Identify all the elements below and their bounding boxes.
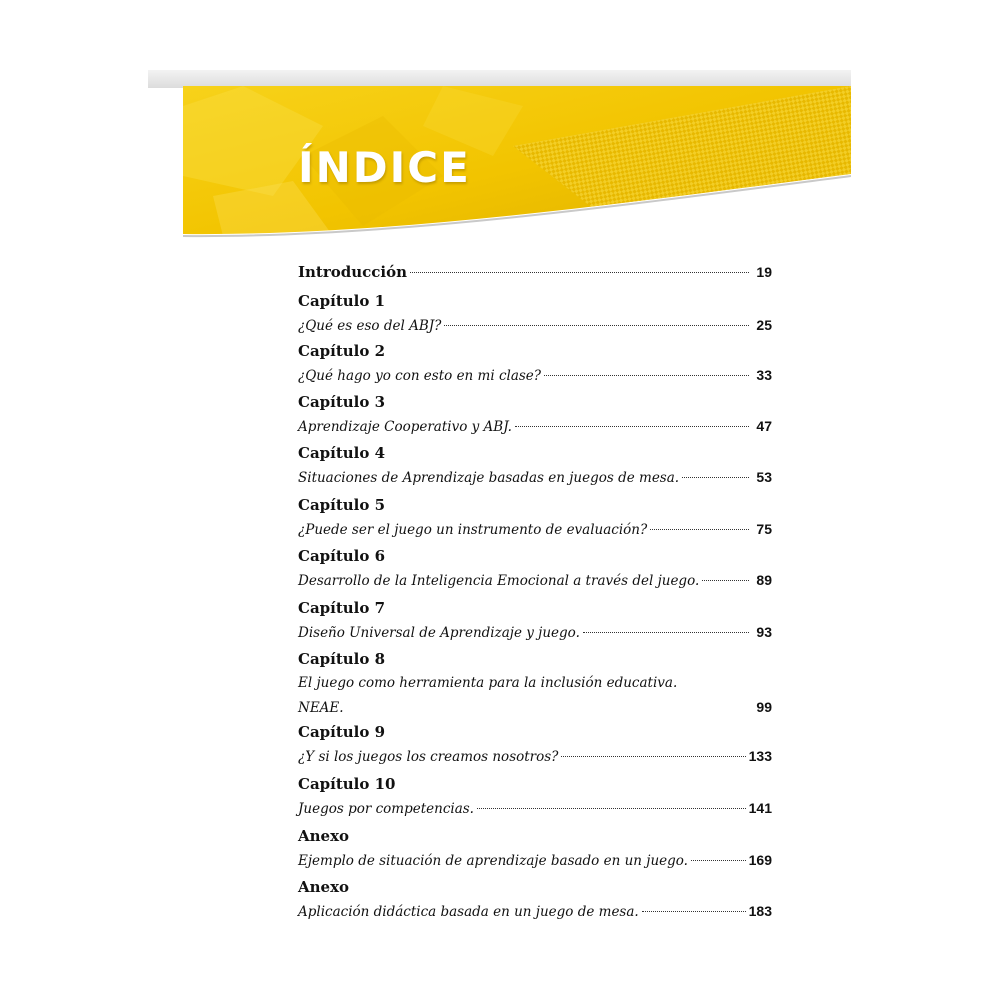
dot-leader <box>682 477 749 478</box>
toc-line <box>298 313 772 337</box>
chapter-label: Capítulo 10 <box>298 775 396 793</box>
chapter-label: Capítulo 8 <box>298 650 386 668</box>
toc-entry-title: Introducción <box>298 263 408 281</box>
chapter-label: Capítulo 5 <box>298 496 386 514</box>
dot-leader <box>642 911 746 912</box>
toc-line <box>298 414 772 438</box>
dot-leader <box>702 580 749 581</box>
dot-leader <box>561 756 745 757</box>
toc-page-number: 133 <box>748 748 772 764</box>
toc-entry-chapter-2[interactable] <box>298 339 772 387</box>
chapter-title: Aplicación didáctica basada en un juego de mesa. <box>298 904 639 920</box>
toc-entry-chapter-1[interactable] <box>298 289 772 337</box>
toc-page-number: 89 <box>756 572 772 588</box>
toc-entry-chapter-10[interactable] <box>298 772 772 820</box>
index-banner <box>183 86 851 248</box>
toc-entry-chapter-5[interactable] <box>298 493 772 541</box>
toc-page-number: 75 <box>756 521 772 537</box>
chapter-label: Capítulo 9 <box>298 723 386 741</box>
dot-leader <box>544 375 749 376</box>
chapter-title: Desarrollo de la Inteligencia Emocional a través del juego. <box>298 573 700 589</box>
toc-entry-chapter-4[interactable] <box>298 441 772 489</box>
toc-line <box>298 620 772 644</box>
toc-entry-chapter-3[interactable] <box>298 390 772 438</box>
toc-line <box>298 465 772 489</box>
chapter-label: Capítulo 2 <box>298 342 386 360</box>
toc-entry-chapter-7[interactable] <box>298 596 772 644</box>
chapter-label: Capítulo 1 <box>298 292 386 310</box>
toc-page-number: 93 <box>756 624 772 640</box>
toc-entry-chapter-9[interactable] <box>298 720 772 768</box>
toc-entry-annex-1[interactable] <box>298 824 772 872</box>
chapter-label: Capítulo 7 <box>298 599 386 617</box>
toc-page-number: 99 <box>756 699 772 715</box>
chapter-label: Capítulo 3 <box>298 393 386 411</box>
banner-background <box>183 86 851 248</box>
toc-line <box>298 260 772 284</box>
toc-line <box>298 363 772 387</box>
chapter-label: Capítulo 6 <box>298 547 386 565</box>
toc-page-number: 47 <box>756 418 772 434</box>
toc-line <box>298 695 772 719</box>
toc-page-number: 141 <box>748 800 772 816</box>
toc-line <box>298 899 772 923</box>
dot-leader <box>691 860 746 861</box>
toc-entry-chapter-6[interactable] <box>298 544 772 592</box>
toc-line <box>298 517 772 541</box>
toc-page-number: 33 <box>756 367 772 383</box>
chapter-title: ¿Qué hago yo con esto en mi clase? <box>298 368 542 384</box>
dot-leader <box>515 426 749 427</box>
toc-entry-intro[interactable] <box>298 260 772 284</box>
toc-line <box>298 848 772 872</box>
chapter-title-line: El juego como herramienta para la inclusión educativa. <box>298 675 678 691</box>
chapter-title: ¿Qué es eso del ABJ? <box>298 318 442 334</box>
dot-leader <box>444 325 749 326</box>
dot-leader <box>477 808 746 809</box>
chapter-title: NEAE. <box>298 700 344 716</box>
dot-leader <box>410 272 749 273</box>
toc-page-number: 183 <box>748 903 772 919</box>
toc-line <box>298 796 772 820</box>
dot-leader <box>583 632 749 633</box>
chapter-label: Anexo <box>298 827 350 845</box>
toc-entry-annex-2[interactable] <box>298 875 772 923</box>
chapter-title: ¿Y si los juegos los creamos nosotros? <box>298 749 559 765</box>
chapter-title: Diseño Universal de Aprendizaje y juego. <box>298 625 580 641</box>
toc-page-number: 169 <box>748 852 772 868</box>
chapter-title: ¿Puede ser el juego un instrumento de evaluación? <box>298 522 648 538</box>
page-title: ÍNDICE <box>298 143 471 192</box>
chapter-title: Juegos por competencias. <box>298 801 474 817</box>
toc-line <box>298 744 772 768</box>
chapter-label: Anexo <box>298 878 350 896</box>
toc-page-number: 25 <box>756 317 772 333</box>
toc-page-number: 53 <box>756 469 772 485</box>
chapter-label: Capítulo 4 <box>298 444 386 462</box>
chapter-title: Situaciones de Aprendizaje basadas en juegos de mesa. <box>298 470 680 486</box>
toc-entry-chapter-8[interactable] <box>298 647 772 719</box>
toc-page-number: 19 <box>756 264 772 280</box>
chapter-title: Ejemplo de situación de aprendizaje basado en un juego. <box>298 853 688 869</box>
toc-line <box>298 568 772 592</box>
dot-leader <box>650 529 749 530</box>
chapter-title: Aprendizaje Cooperativo y ABJ. <box>298 419 512 435</box>
